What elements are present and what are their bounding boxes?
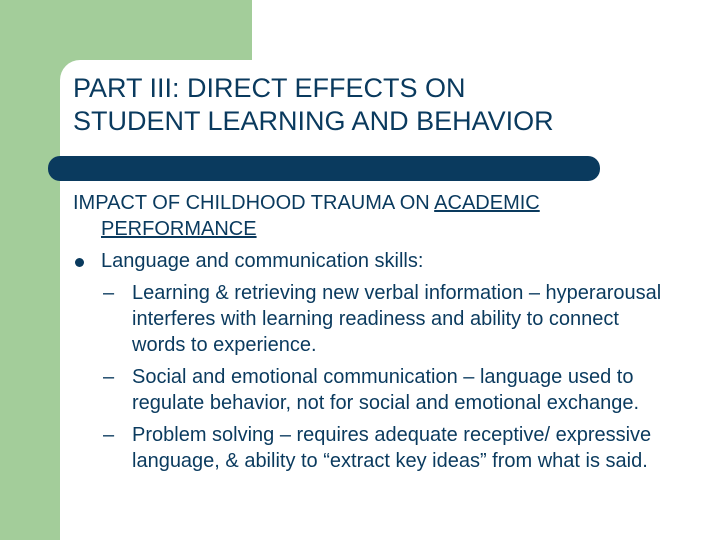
bullet-item <box>73 248 673 274</box>
slide-title-line-2: STUDENT LEARNING AND BEHAVIOR <box>73 106 554 136</box>
sub-item-text: Learning & retrieving new verbal information – hyperarousal interferes with learning readiness and ability to connect words to experience. <box>132 282 662 356</box>
dash-icon: – <box>103 424 115 446</box>
section-heading-text: IMPACT OF CHILDHOOD TRAUMA ON <box>73 192 435 214</box>
sub-item-1 <box>73 280 673 358</box>
sub-item-text: Social and emotional communication – language used to regulate behavior, not for social and emotional exchange. <box>132 366 640 414</box>
sub-item-text: Problem solving – requires adequate receptive/ expressive language, & ability to “extract key ideas” from what is said. <box>132 424 652 472</box>
sub-item-3 <box>73 422 673 474</box>
section-heading-underlined: ACADEMIC PERFORMANCE <box>101 192 540 240</box>
slide-title <box>73 72 693 138</box>
title-divider-bar <box>48 156 600 181</box>
decorative-green-strip <box>0 0 60 540</box>
dash-icon: – <box>103 282 115 304</box>
bullet-text: Language and communication skills: <box>101 250 424 272</box>
bullet-dot-icon <box>75 258 84 267</box>
dash-icon: – <box>103 366 115 388</box>
slide-body <box>73 190 673 474</box>
slide-title-line-1: PART III: DIRECT EFFECTS ON <box>73 73 466 103</box>
sub-item-2 <box>73 364 673 416</box>
section-heading <box>73 190 673 242</box>
